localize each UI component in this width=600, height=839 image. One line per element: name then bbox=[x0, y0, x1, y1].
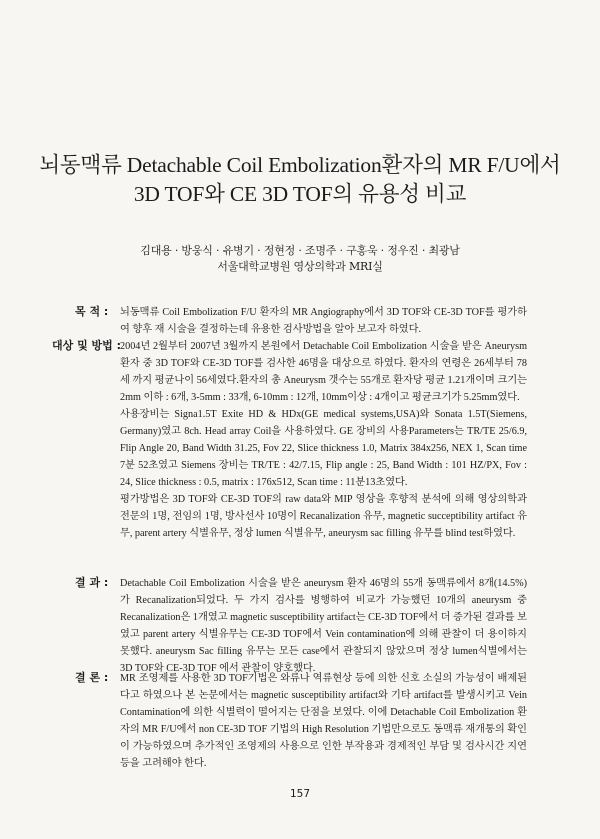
paragraph: MR 조영제를 사용한 3D TOF기법은 와류나 역류현상 등에 의한 신호 소실의 가능성이 배제된다고 하였으나 본 논문에서는 magnetic susceptibility artifact와 기타 artifact를 발생시키고 Vein Contamination에 의한 식별력이 떨어지는 단점을 보였다. 이에 Detachable Coil Embolization 환자의 MR F/U에서 non CE-3D TOF 기법의 High Resolution 기법만으로도 동맥류 재개통의 확인이 가능하였으며 추가적인 조영제의 사용으로 인한 부작용과 경제적인 부담 및 검사시간 지연 등을 고려해야 한다. bbox=[120, 673, 527, 769]
paragraph: 평가방법은 3D TOF와 CE-3D TOF의 raw data와 MIP 영상을 후향적 분석에 의해 영상의학과 전문의 1명, 전임의 1명, 방사선사 10명이 Recanalization 유무, magnetic succeptibility artifact 유무, parent artery 식별유무, 정상 lumen 식별유무, aneurysm sac filling 유무를 blind test하였다. bbox=[120, 494, 527, 539]
section-text-results bbox=[120, 575, 527, 677]
section-text-methods bbox=[120, 338, 527, 542]
paragraph: 사용장비는 Signa1.5T Exite HD & HDx(GE medical systems,USA)와 Sonata 1.5T(Siemens, Germany)였고 8ch. Head array Coil을 사용하였다. GE 장비의 사용Parameters는 TR/TE 25/6.9, Flip Angle 20, Band Width 31.25, Fov 22, Slice thickness 1.0, Matrix 384x256, NEX 1, Scan time 7분 52초였고 Siemens 장비는 TR/TE : 42/7.15, Flip angle : 25, Band Width : 101 HZ/PX, Fov : 24, Slice thickness : 0.5, matrix : 176x512, Scan time : 11분13초였다. bbox=[120, 409, 527, 488]
paragraph: 뇌동맥류 Coil Embolization F/U 환자의 MR Angiography에서 3D TOF와 CE-3D TOF를 평가하여 향후 재 시술을 결정하는데 유용한 검사방법을 알아 보고자 하였다. bbox=[120, 307, 527, 335]
section-label-methods: 대상 및 방법 : bbox=[52, 339, 122, 352]
paper-title-line-1: 뇌동맥류 Detachable Coil Embolization환자의 MR F/U에서 bbox=[39, 153, 561, 177]
section-text-purpose bbox=[120, 304, 527, 338]
page-number: 157 bbox=[289, 788, 311, 800]
paper-title-line-2: 3D TOF와 CE 3D TOF의 유용성 비교 bbox=[133, 182, 467, 206]
section-label-conclusion: 결 론 : bbox=[75, 671, 109, 684]
section-text-conclusion bbox=[120, 670, 527, 772]
section-label-results: 결 과 : bbox=[75, 576, 109, 589]
author-list: 김대용 · 방웅식 · 유병기 · 정현정 · 조명주 · 구홍욱 · 정우진 · 최광남 bbox=[140, 244, 460, 257]
section-label-purpose: 목 적 : bbox=[75, 305, 109, 318]
paragraph: 2004년 2월부터 2007년 3월까지 본원에서 Detachable Coil Embolization 시술을 받은 Aneurysm 환자 중 3D TOF와 CE-3D TOF를 검사한 46명을 대상으로 하였다. 환자의 연령은 26세부터 78세 까지 평균나이 56세였다.환자의 총 Aneurysm 갯수는 55개로 환자당 평균 1.21개이며 크기는 2mm 이하 : 6개, 3-5mm : 33개, 6-10mm : 12개, 10mm이상 : 4개이고 평균크기가 5.25mm였다. bbox=[120, 341, 527, 403]
affiliation: 서울대학교병원 영상의학과 MRI실 bbox=[217, 260, 383, 273]
paragraph: Detachable Coil Embolization 시술을 받은 aneurysm 환자 46명의 55개 동맥류에서 8개(14.5%)가 Recanalization되었다. 두 가지 검사를 병행하여 비교가 가능했던 10개의 aneurysm 중 Recanalization은 1개였고 magnetic susceptibility artifact는 CE-3D TOF에서 더 증가된 결과를 보였고 parent artery 식별유무는 CE-3D TOF에서 Vein contamination에 의해 관찰이 더 용이하지 못했다. aneurysm Sac filling 유무는 모든 case에서 관찰되지 않았으며 정상 lumen식별에서는 3D TOF와 CE-3D TOF 에서 관찰이 양호했다. bbox=[120, 578, 527, 674]
